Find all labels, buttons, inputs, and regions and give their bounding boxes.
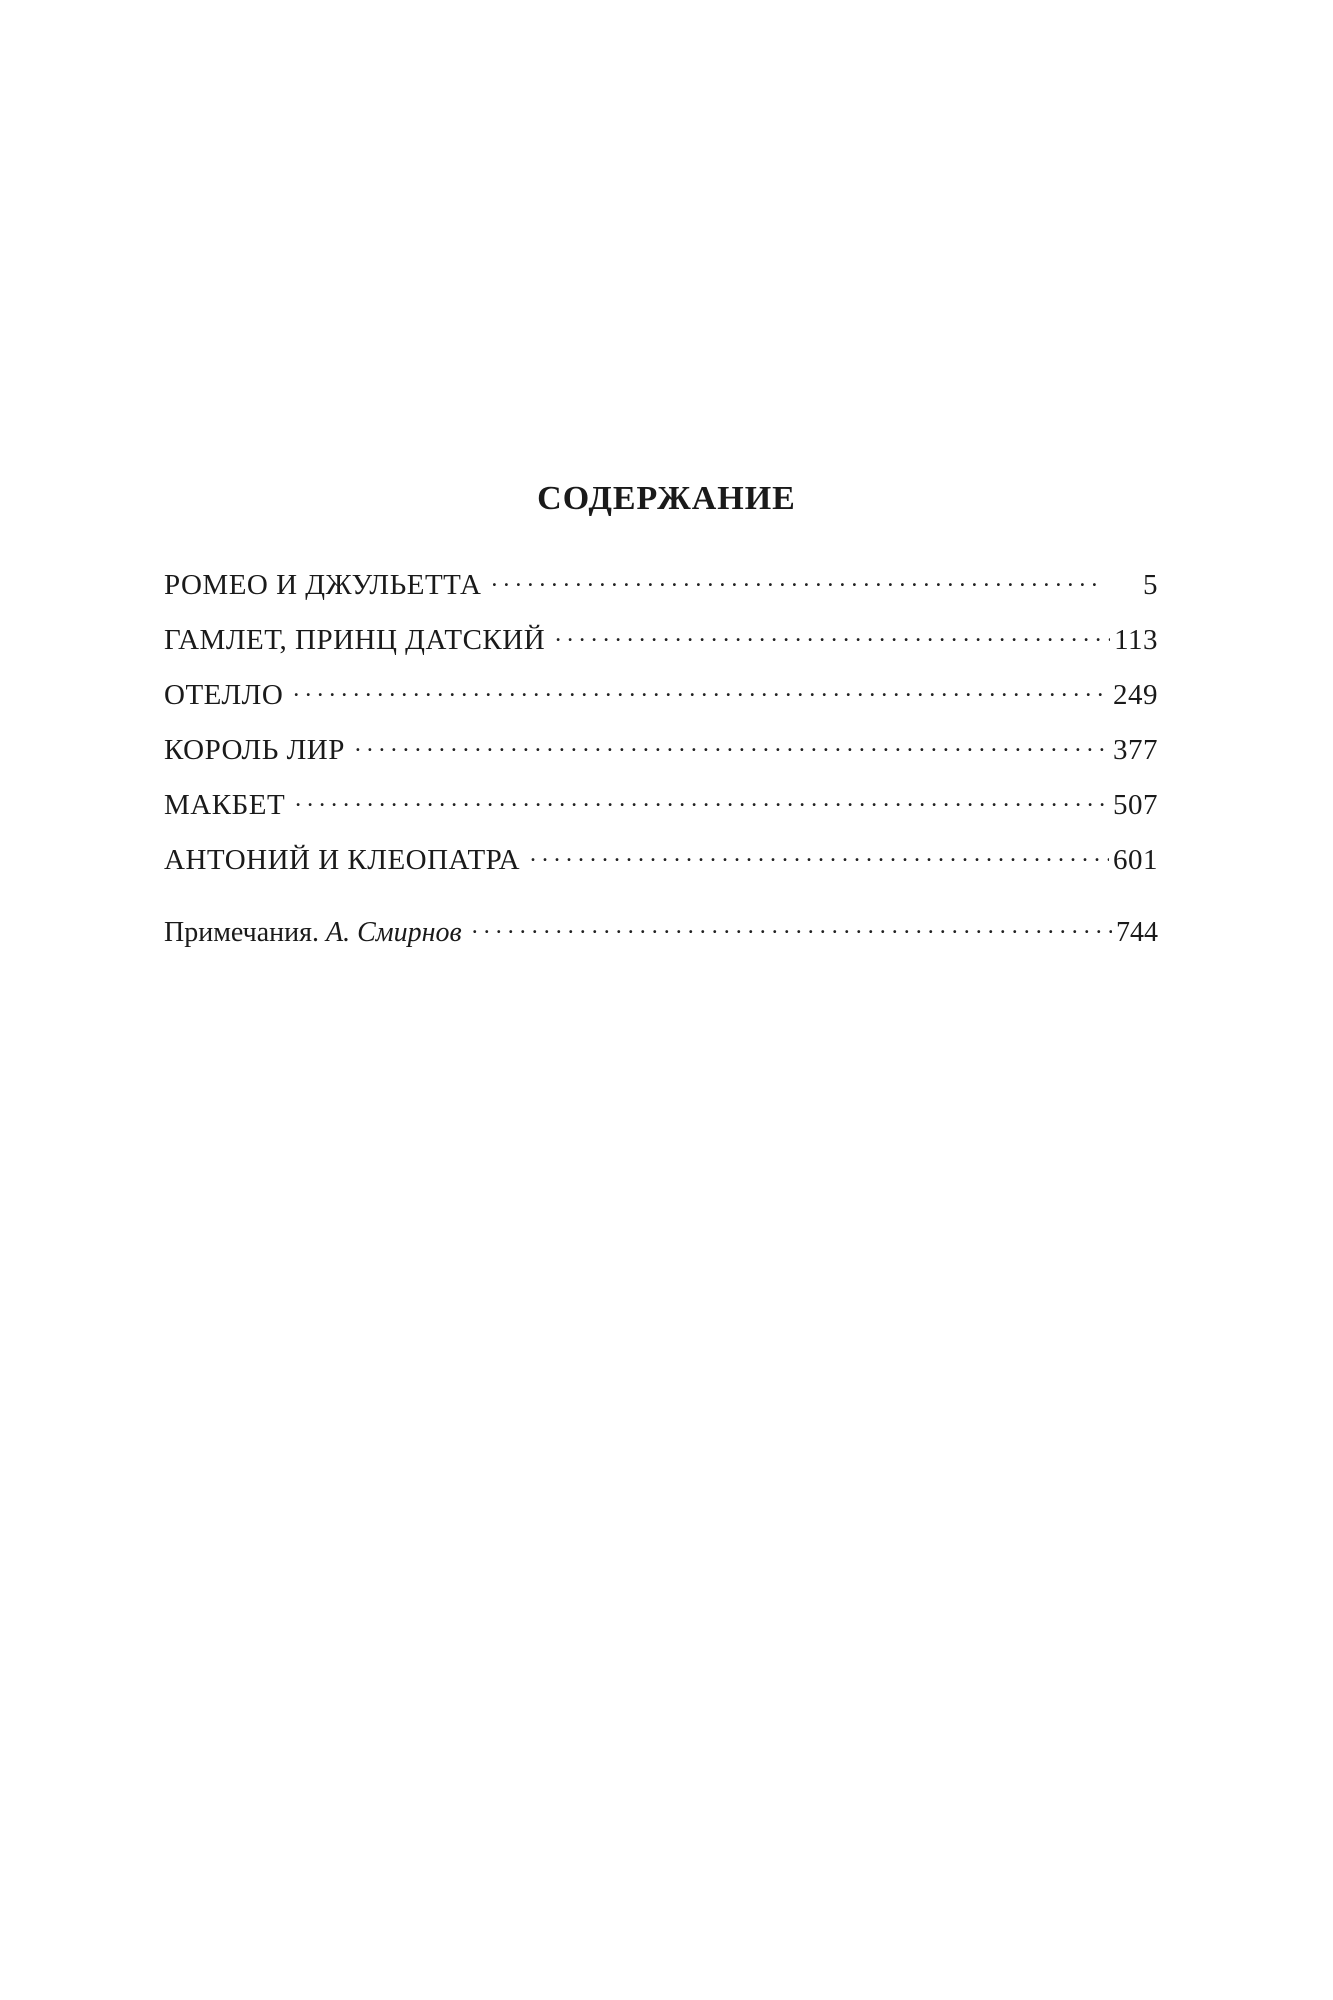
dot-leader bbox=[555, 620, 1110, 649]
toc-entry-title: ГАМЛЕТ, ПРИНЦ ДАТСКИЙ bbox=[164, 624, 546, 656]
toc-entry-notes[interactable] bbox=[164, 913, 1158, 968]
dot-leader bbox=[295, 785, 1109, 814]
toc-entry-page: 744 bbox=[1116, 917, 1158, 948]
table-of-contents bbox=[164, 565, 1158, 968]
toc-entry-page: 249 bbox=[1113, 679, 1158, 711]
notes-author: А. Смирнов bbox=[326, 917, 462, 948]
toc-entry-macbeth[interactable] bbox=[164, 785, 1158, 840]
toc-entry-page: 377 bbox=[1113, 734, 1158, 766]
dot-leader bbox=[530, 840, 1109, 869]
toc-entry-title: РОМЕО И ДЖУЛЬЕТТА bbox=[164, 569, 482, 601]
toc-entry-page: 113 bbox=[1114, 624, 1158, 656]
dot-leader bbox=[293, 675, 1109, 704]
dot-leader bbox=[491, 565, 1102, 594]
toc-entry-romeo-and-juliet[interactable] bbox=[164, 565, 1158, 620]
toc-entry-page: 601 bbox=[1113, 844, 1158, 876]
dot-leader bbox=[472, 913, 1112, 941]
toc-entry-title bbox=[164, 917, 472, 949]
toc-entry-page: 507 bbox=[1113, 789, 1158, 821]
dot-leader bbox=[355, 730, 1109, 759]
toc-entry-king-lear[interactable] bbox=[164, 730, 1158, 785]
toc-entry-page: 5 bbox=[1143, 569, 1158, 601]
toc-entry-hamlet[interactable] bbox=[164, 620, 1158, 675]
toc-entry-title: МАКБЕТ bbox=[164, 789, 286, 821]
toc-entry-antony-and-cleopatra[interactable] bbox=[164, 840, 1158, 895]
toc-entry-title: ОТЕЛЛО bbox=[164, 679, 284, 711]
contents-heading: СОДЕРЖАНИЕ bbox=[537, 480, 796, 517]
toc-entry-title: КОРОЛЬ ЛИР bbox=[164, 734, 345, 766]
toc-entry-title: АНТОНИЙ И КЛЕОПАТРА bbox=[164, 844, 521, 876]
toc-entry-othello[interactable] bbox=[164, 675, 1158, 730]
notes-label: Примечания. bbox=[164, 917, 320, 948]
